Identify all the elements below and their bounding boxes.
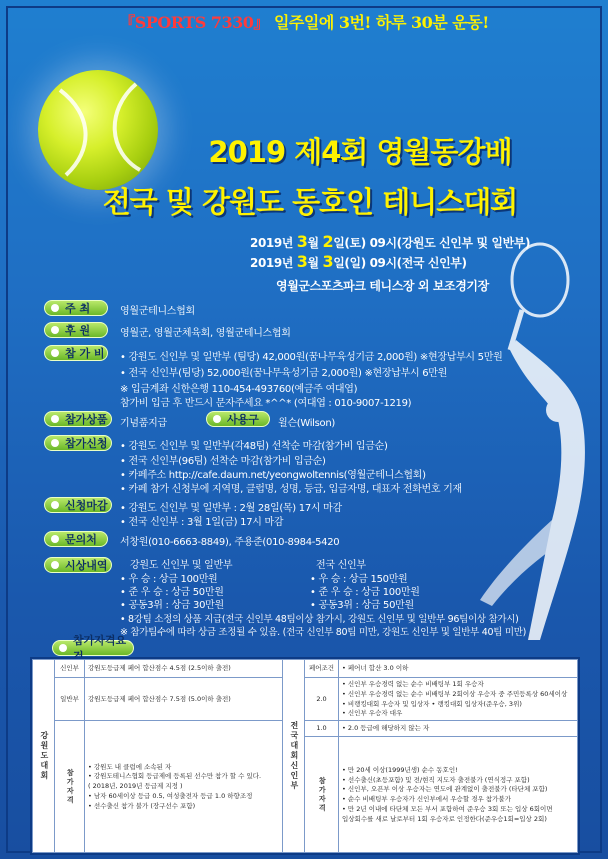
right-qual-label: 참가자격: [305, 737, 339, 853]
contact-text: 서창원(010-6663-8849), 주용준(010-8984-5420: [120, 537, 340, 548]
score-10-text: • 2.0 등급에 해당하지 않는 자: [339, 721, 578, 737]
left-row-1-name: 신인부: [55, 660, 85, 678]
left-row-2-name: 일반부: [55, 678, 85, 721]
left-group-label: 강원도대회: [33, 660, 55, 853]
left-qual-list: • 강원도 내 클럽에 소속된 자 • 강원도테니스협회 등급제에 등록된 선수만 참가 할 수 있다. ( 2018년, 2019년 등급제 지정 ) • 남자 60세이상 등급 0.5, 여성출전자 등급 1.0 하향조정 • 선수출신 참가 불가 (장구선수 포함): [85, 721, 283, 853]
deadline-badge: 신청마감: [44, 497, 112, 513]
pair-text: • 페어너 합산 3.0 이하: [339, 660, 578, 678]
left-qual-label: 참가자격: [55, 721, 85, 853]
title-line2: 전국 및 강원도 동호인 테니스대회: [102, 185, 518, 219]
left-row-1-text: 강원도등급제 페어 합산점수 4.5점 (2.5이하 출전): [85, 660, 283, 678]
apply-line-2: • 전국 신인부(96팀) 선착순 마감(참가비 입금순): [120, 456, 326, 467]
prize-badge: 시상내역: [44, 557, 112, 573]
fee-line-2: • 전국 신인부(팀당) 52,000원(꿈나무육성기금 2,000원) ※현장납부시 6만원: [120, 368, 448, 379]
prize-note-1: • 8강팀 소정의 상품 지급(전국 신인부 48팀이상 참가시, 강원도 신인부 및 일반부 96팀이상 참가시): [120, 614, 519, 625]
deadline-line-1: • 강원도 신인부 및 일반부 : 2월 28일(목) 17시 마감: [120, 503, 342, 514]
tennis-player-silhouette-icon: [440, 240, 608, 670]
slogan: [0, 10, 608, 33]
title-line1: 2019 제4회 영월동강배: [208, 135, 512, 169]
qualify-badge: 참가자격요: [52, 640, 134, 656]
fee-line-4: 참가비 입금 후 반드시 문자주세요 *^^* (여대엽 : 010-9007-1219): [120, 398, 412, 409]
prize-left-1: • 우 승 : 상금 100만원: [120, 574, 218, 585]
prize-right-head: 전국 신인부: [316, 560, 366, 571]
score-20-label: 2.0: [305, 678, 339, 721]
prize-left-head: 강원도 신인부 및 일반부: [130, 560, 233, 571]
apply-badge: 참가신청: [44, 435, 112, 451]
qualification-table: [30, 657, 580, 855]
prize-right-1: • 우 승 : 상금 150만원: [310, 574, 408, 585]
deadline-line-2: • 전국 신인부 : 3월 1일(금) 17시 마감: [120, 517, 284, 528]
right-group-label: 전국대회신인부: [283, 660, 305, 853]
fee-line-3: ※ 입금계좌 신한은행 110-454-493760(예금주 여대엽): [120, 384, 358, 395]
prize-right-3: • 공동3위 : 상금 50만원: [310, 600, 414, 611]
left-row-2-text: 강원도등급제 페어 합산점수 7.5점 (5.0이하 출전): [85, 678, 283, 721]
organizer-text: 영월군, 영월군체육회, 영월군테니스협회: [120, 328, 291, 339]
score-20-list: • 신인부 우승경력 없는 순수 비배팅부 1회 우승자 • 신인부 우승경력 없는 순수 비배팅부 2회이상 우승자 중 주민등록상 60세이상 • 비랭킹대회 우승자 및 입상자 • 랭킹대회 입상자(준우승, 3위) • 신인부 우승자 대우: [339, 678, 578, 721]
host-badge: 주 최: [44, 300, 108, 316]
ball-text: 윌슨(Wilson): [278, 418, 336, 429]
ball-badge: 사용구: [206, 411, 270, 427]
fee-badge: 참 가 비: [44, 345, 108, 361]
prize-note-2: ※ 참가팀수에 따라 상금 조정될 수 있음. (전국 신인부 80팀 미만, 강원도 신인부 및 일반부 40팀 미만): [120, 627, 526, 638]
slogan-brand: 『SPORTS 7330』: [119, 13, 269, 32]
schedule-line-2: 2019년 3월 3일(일) 09시(전국 신인부): [250, 252, 467, 271]
schedule-line-1: 2019년 3월 2일(토) 09시(강원도 신인부 및 일반부): [250, 232, 531, 251]
prize-right-2: • 준 우 승 : 상금 100만원: [310, 587, 420, 598]
venue: 영월군스포츠파크 테니스장 외 보조경기장: [276, 279, 489, 293]
apply-line-1: • 강원도 신인부 및 일반부(각48팀) 선착순 마감(참가비 입금순): [120, 441, 388, 452]
right-qual-list: • 만 20세 이상(1999년생) 순수 동호인! • 선수출신(초등포함) 및 전/현직 지도자 출전불가 (연식정구 포함) • 신인부, 오픈부 이상 우승자는 연도에 관계없이 출전불가 (타단체 포함) • 순수 비배팅부 우승자가 신인부에서 우승할 경우 참가불가 • 만 2년 이내에 타단체 모든 부서 포함하여 준우승 3회 또는 입상 6회이면 입상회수를 새로 날로부터 1회 우승자로 인정한다(준우승1회=입상 2회): [339, 737, 578, 853]
gift-badge: 참가상품: [44, 411, 112, 427]
slogan-text: 일주일에 3번! 하루 30분 운동!: [268, 13, 489, 32]
score-10-label: 1.0: [305, 721, 339, 737]
prize-left-3: • 공동3위 : 상금 30만원: [120, 600, 224, 611]
apply-line-3: • 카페주소 http://cafe.daum.net/yeongwoltennis(영월군테니스협회): [120, 470, 426, 481]
contact-badge: 문의처: [44, 531, 108, 547]
host-text: 영월군테니스협회: [120, 306, 195, 317]
apply-line-4: • 카페 참가 신청부에 지역명, 클럽명, 성명, 등급, 입금자명, 대표자 전화번호 기재: [120, 484, 462, 495]
gift-text: 기념품지급: [120, 418, 167, 429]
prize-left-2: • 준 우 승 : 상금 50만원: [120, 587, 224, 598]
pair-label: 페어조건: [305, 660, 339, 678]
organizer-badge: 후 원: [44, 322, 108, 338]
fee-line-1: • 강원도 신인부 및 일반부 (팀당) 42,000원(꿈나무육성기금 2,000원) ※현장납부시 5만원: [120, 352, 503, 363]
